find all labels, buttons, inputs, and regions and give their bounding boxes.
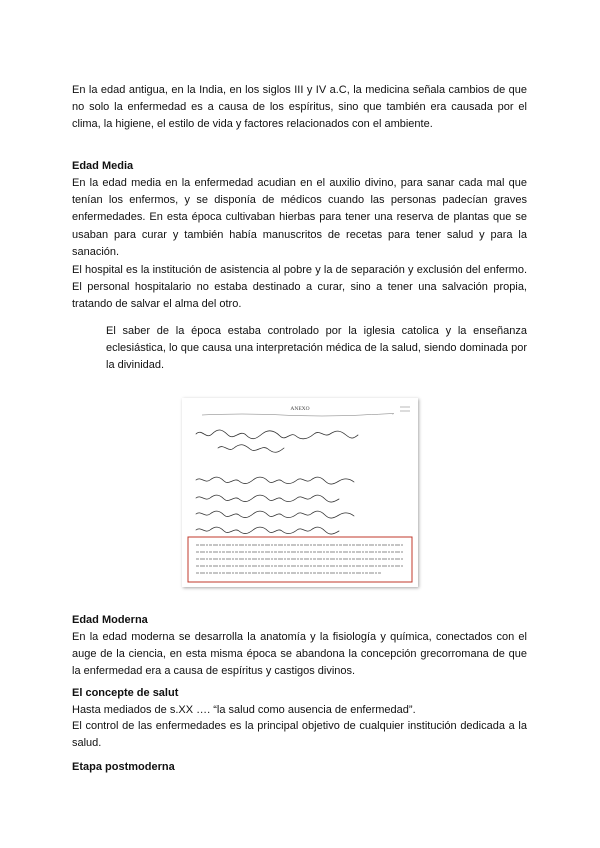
edad-moderna-paragraph: En la edad moderna se desarrolla la anatomía y la fisiología y química, conectados con el auge de la ciencia, en esta misma época se abandona la concepción grecorromana de que la enfermedad era a causa de espíritus y castigos divinos.	[72, 631, 527, 678]
heading-etapa-postmoderna: Etapa postmoderna	[72, 761, 175, 773]
annex-label: ANEXO	[290, 406, 310, 412]
heading-edad-media: Edad Media	[72, 160, 134, 172]
manuscript-image	[182, 398, 418, 587]
salut-line-2: El control de las enfermedades es la principal objetivo de cualquier institución dedicada a la salud.	[72, 720, 527, 750]
salut-line-1: Hasta mediados de s.XX …. “la salud como ausencia de enfermedad”.	[72, 704, 416, 716]
heading-concepte-salut: El concepte de salut	[72, 687, 179, 699]
intro-paragraph: En la edad antigua, en la India, en los siglos III y IV a.C, la medicina señala cambios de que no solo la enfermedad es a causa de los espíritus, sino que también era causada por el clima, la higiene, el estilo de vida y factores relacionados con el ambiente.	[72, 84, 527, 131]
edad-media-paragraph-3: El saber de la época estaba controlado por la iglesia catolica y la enseñanza eclesiástica, lo que causa una interpretación médica de la salud, siendo dominada por la divinidad.	[106, 325, 527, 372]
edad-media-paragraph-1: En la edad media en la enfermedad acudian en el auxilio divino, para sanar cada mal que tenían los enfermos, y se disponía de médicos cuando las personas padecían graves enfermedades. En esta época cultivaban hierbas para tener una reserva de plantas que se usaban para curar y también había manuscritos de recetas para tener salud y para la sanación.	[72, 177, 527, 258]
heading-edad-moderna: Edad Moderna	[72, 614, 148, 626]
manuscript-illustration	[182, 398, 418, 587]
edad-media-paragraph-2: El hospital es la institución de asistencia al pobre y la de separación y exclusión del enfermo. El personal hospitalario no estaba destinado a curar, sino a tener una salvación propia, tratando de salvar el alma del otro.	[72, 264, 527, 311]
